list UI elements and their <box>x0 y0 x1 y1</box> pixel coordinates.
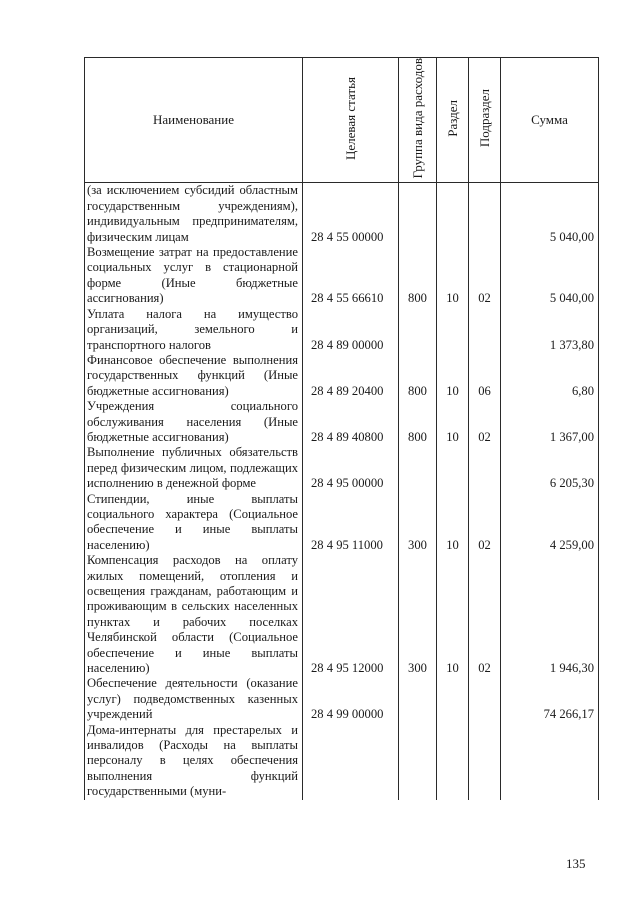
row-subsection <box>469 183 501 245</box>
row-group: 300 <box>399 553 437 676</box>
table-row <box>85 245 599 307</box>
row-sum: 1 946,30 <box>501 553 599 676</box>
row-group <box>399 723 437 800</box>
table-row <box>85 723 599 800</box>
row-section: 10 <box>437 353 469 399</box>
row-name: Стипендии, иные выплаты социального характера (Социальное обеспечение и иные выплаты населению) <box>85 492 303 554</box>
row-subsection: 02 <box>469 553 501 676</box>
row-section <box>437 183 469 245</box>
table-row <box>85 183 599 245</box>
header-subsection: Подраздел <box>469 58 501 183</box>
row-sum: 1 367,00 <box>501 399 599 445</box>
row-code: 28 4 95 12000 <box>303 553 399 676</box>
row-code: 28 4 95 00000 <box>303 445 399 491</box>
row-section <box>437 307 469 353</box>
row-name: Обеспечение деятельности (оказание услуг) подведомственных казенных учреждений <box>85 676 303 722</box>
row-group: 800 <box>399 245 437 307</box>
table-row <box>85 307 599 353</box>
row-code: 28 4 55 66610 <box>303 245 399 307</box>
header-name: Наименование <box>85 58 303 183</box>
row-code: 28 4 55 00000 <box>303 183 399 245</box>
table-row <box>85 445 599 491</box>
table-row <box>85 676 599 722</box>
row-subsection: 06 <box>469 353 501 399</box>
row-sum: 5 040,00 <box>501 245 599 307</box>
row-subsection: 02 <box>469 399 501 445</box>
row-subsection <box>469 723 501 800</box>
row-code: 28 4 89 40800 <box>303 399 399 445</box>
table-row <box>85 353 599 399</box>
row-name: Учреждения социального обслуживания населения (Иные бюджетные ассигнования) <box>85 399 303 445</box>
row-section <box>437 723 469 800</box>
row-group <box>399 676 437 722</box>
row-code: 28 4 95 11000 <box>303 492 399 554</box>
table-header-row <box>85 58 599 183</box>
row-section: 10 <box>437 553 469 676</box>
row-subsection <box>469 445 501 491</box>
header-expense-group: Группа вида расходов <box>399 58 437 183</box>
row-code: 28 4 99 00000 <box>303 676 399 722</box>
row-code <box>303 723 399 800</box>
row-sum <box>501 723 599 800</box>
row-sum: 6,80 <box>501 353 599 399</box>
row-group <box>399 307 437 353</box>
row-name: Возмещение затрат на предоставление социальных услуг в стационарной форме (Иные бюджетные ассигнования) <box>85 245 303 307</box>
row-section: 10 <box>437 245 469 307</box>
header-target-article: Целевая статья <box>303 58 399 183</box>
row-sum: 6 205,30 <box>501 445 599 491</box>
row-sum: 5 040,00 <box>501 183 599 245</box>
row-subsection <box>469 676 501 722</box>
table-row <box>85 553 599 676</box>
row-name: Финансовое обеспечение выполнения государственных функций (Иные бюджетные ассигнования) <box>85 353 303 399</box>
row-section: 10 <box>437 399 469 445</box>
budget-table <box>84 57 599 800</box>
row-sum: 1 373,80 <box>501 307 599 353</box>
row-group: 800 <box>399 353 437 399</box>
row-group <box>399 445 437 491</box>
table-row <box>85 492 599 554</box>
row-group <box>399 183 437 245</box>
row-section <box>437 676 469 722</box>
row-subsection: 02 <box>469 245 501 307</box>
row-sum: 74 266,17 <box>501 676 599 722</box>
header-sum: Сумма <box>501 58 599 183</box>
row-subsection: 02 <box>469 492 501 554</box>
row-code: 28 4 89 00000 <box>303 307 399 353</box>
row-sum: 4 259,00 <box>501 492 599 554</box>
row-section: 10 <box>437 492 469 554</box>
row-code: 28 4 89 20400 <box>303 353 399 399</box>
row-name: Выполнение публичных обязательств перед физическим лицом, подлежащих исполнению в денежной форме <box>85 445 303 491</box>
row-group: 800 <box>399 399 437 445</box>
row-name: Компенсация расходов на оплату жилых помещений, отопления и освещения гражданам, работающим и проживающим в сельских населенных пунктах и рабочих поселках Челябинской области (Социальное обеспечение и иные выплаты населению) <box>85 553 303 676</box>
header-section: Раздел <box>437 58 469 183</box>
row-name: Уплата налога на имущество организаций, земельного и транспортного налогов <box>85 307 303 353</box>
row-group: 300 <box>399 492 437 554</box>
row-subsection <box>469 307 501 353</box>
page-number: 135 <box>566 856 586 871</box>
table-row <box>85 399 599 445</box>
row-name: (за исключением субсидий областным государственным учреждениям), индивидуальным предпринимателям, физическим лицам <box>85 183 303 245</box>
row-name: Дома-интернаты для престарелых и инвалидов (Расходы на выплаты персоналу в целях обеспечения выполнения функций государственными (муни- <box>85 723 303 800</box>
row-section <box>437 445 469 491</box>
